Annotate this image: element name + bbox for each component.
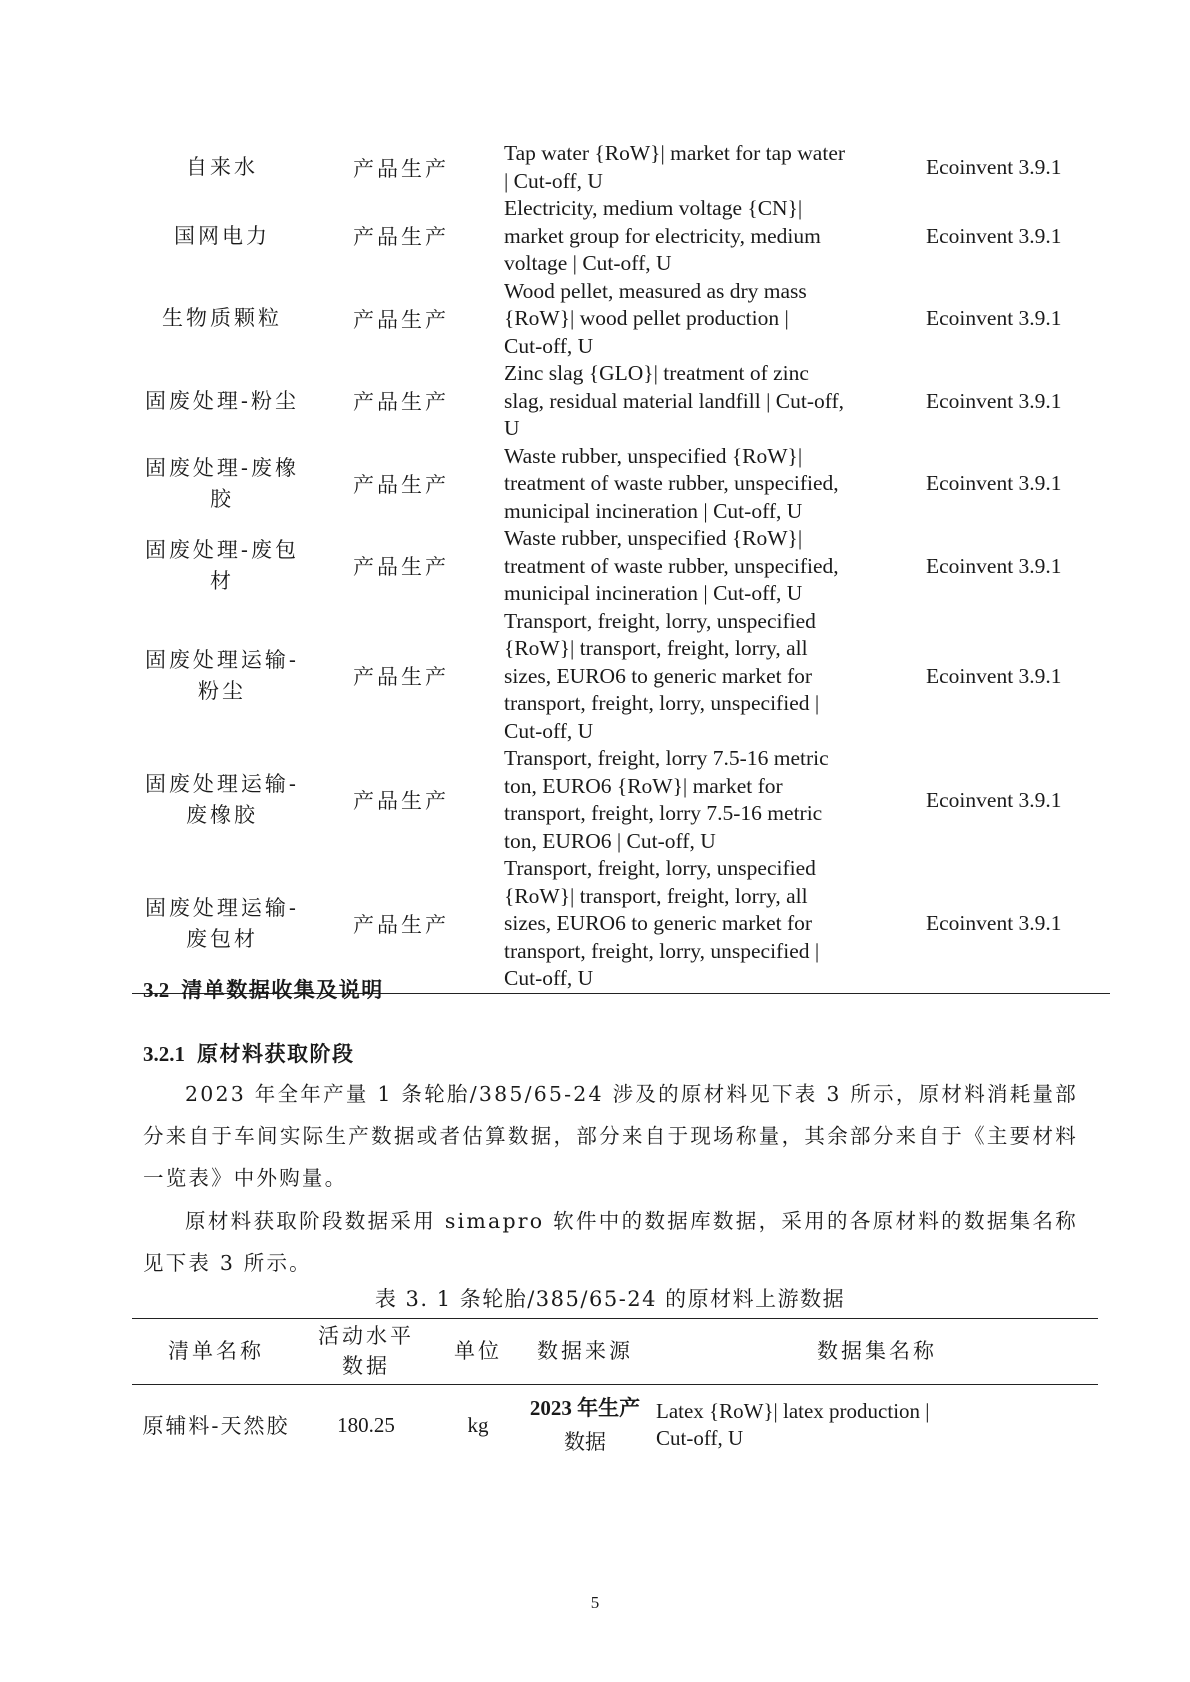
cell-inventory-name: 固废处理-粉尘 <box>144 388 300 413</box>
cell-stage: 产品生产 <box>353 156 449 181</box>
cell-dataset-name <box>490 278 918 361</box>
table-row <box>132 278 1110 361</box>
cell-dataset-name <box>490 195 918 278</box>
source-line2: 数据 <box>564 1430 606 1454</box>
dataset-line: Cut-off, U <box>504 966 594 990</box>
header-data-source: 数据来源 <box>537 1339 633 1363</box>
inventory-name-line: 材 <box>210 569 234 594</box>
cell-stage: 产品生产 <box>353 665 449 690</box>
cell-stage: 产品生产 <box>312 855 490 993</box>
inventory-name-line: 固废处理-废橡 <box>144 455 300 480</box>
cell-dataset <box>646 1385 1098 1466</box>
header-list-name: 清单名称 <box>168 1339 264 1363</box>
cell-data-source: Ecoinvent 3.9.1 <box>918 855 1110 993</box>
cell-inventory-name: 自来水 <box>186 155 258 179</box>
cell-stage: 产品生产 <box>353 307 449 332</box>
inventory-name-line: 固废处理-废包 <box>144 538 300 563</box>
dataset-line: municipal incineration | Cut-off, U <box>504 581 803 605</box>
dataset-line: Transport, freight, lorry, unspecified <box>504 608 816 633</box>
dataset-line: slag, residual material landfill | Cut-off, <box>504 388 845 413</box>
cell-data-source: Ecoinvent 3.9.1 <box>926 663 1062 688</box>
dataset-line: {RoW}| wood pellet production | <box>504 306 789 330</box>
cell-dataset-name <box>490 745 918 855</box>
table-row <box>132 855 1110 993</box>
table-row <box>132 360 1110 443</box>
cell-data-source: Ecoinvent 3.9.1 <box>926 553 1062 578</box>
dataset-line: Transport, freight, lorry, unspecified <box>504 856 816 880</box>
table-caption: 表 3. 1 条轮胎/385/65-24 的原材料上游数据 <box>374 1287 846 1311</box>
dataset-table-continued <box>132 140 1110 994</box>
dataset-line: sizes, EURO6 to generic market for <box>504 911 813 935</box>
header-activity-line2: 数据 <box>342 1354 390 1378</box>
cell-inventory-name <box>132 608 312 746</box>
dataset-line: sizes, EURO6 to generic market for <box>504 663 813 688</box>
dataset-line: {RoW}| transport, freight, lorry, all <box>504 883 808 908</box>
cell-inventory-name <box>132 525 312 608</box>
section-number: 3.2 <box>143 978 170 1002</box>
header-activity-line1: 活动水平 <box>318 1324 414 1348</box>
cell-dataset-name <box>490 608 918 746</box>
cell-unit: kg <box>467 1412 489 1437</box>
cell-inventory-name: 国网电力 <box>174 223 270 248</box>
section-heading-3-2 <box>143 974 384 1004</box>
cell-inventory-name <box>132 443 312 526</box>
page-number: 5 <box>590 1593 600 1612</box>
dataset-line: U <box>504 416 520 440</box>
dataset-line: Wood pellet, measured as dry mass <box>504 278 807 303</box>
dataset-line: Electricity, medium voltage {CN}| <box>504 196 803 220</box>
cell-inventory-name: 生物质颗粒 <box>162 306 282 331</box>
table-row <box>132 608 1110 746</box>
cell-data-source: Ecoinvent 3.9.1 <box>926 471 1062 496</box>
dataset-line: ton, EURO6 {RoW}| market for <box>504 773 783 798</box>
cell-data-source: Ecoinvent 3.9.1 <box>926 306 1062 331</box>
inventory-name-line: 固废处理运输- <box>144 772 300 796</box>
section-title: 原材料获取阶段 <box>197 1041 355 1066</box>
inventory-name-line: 废橡胶 <box>186 803 258 827</box>
dataset-line2: Cut-off, U <box>656 1426 744 1450</box>
dataset-line: treatment of waste rubber, unspecified, <box>504 471 839 495</box>
table-row <box>132 443 1110 526</box>
paragraph-simapro-datasets: 原材料获取阶段数据采用 simapro 软件中的数据库数据，采用的各原材料的数据集名称见下表 3 所示。 <box>143 1209 1078 1275</box>
cell-stage: 产品生产 <box>353 472 449 497</box>
raw-material-upstream-table <box>132 1318 1098 1465</box>
dataset-line: ton, EURO6 | Cut-off, U <box>504 828 716 853</box>
section-title: 清单数据收集及说明 <box>181 977 384 1002</box>
dataset-line: treatment of waste rubber, unspecified, <box>504 553 839 578</box>
cell-stage: 产品生产 <box>353 789 449 813</box>
table-row <box>132 525 1110 608</box>
dataset-line: voltage | Cut-off, U <box>504 251 672 275</box>
cell-inventory-name <box>132 855 312 993</box>
dataset-line: transport, freight, lorry, unspecified | <box>504 938 820 963</box>
inventory-name-line: 固废处理运输- <box>144 648 300 673</box>
dataset-line: | Cut-off, U <box>504 168 603 193</box>
cell-data-source: Ecoinvent 3.9.1 <box>926 388 1062 413</box>
table-row <box>132 745 1110 855</box>
cell-data-source: Ecoinvent 3.9.1 <box>926 787 1062 812</box>
inventory-name-line: 废包材 <box>186 926 258 951</box>
dataset-line: Zinc slag {GLO}| treatment of zinc <box>504 361 809 385</box>
cell-data-source: Ecoinvent 3.9.1 <box>926 155 1062 179</box>
dataset-line: Tap water {RoW}| market for tap water <box>504 141 846 165</box>
cell-stage: 产品生产 <box>353 555 449 580</box>
dataset-line1: Latex {RoW}| latex production | <box>656 1399 930 1423</box>
header-activity-data <box>300 1319 432 1385</box>
table-row <box>132 1385 1098 1466</box>
dataset-line: municipal incineration | Cut-off, U <box>504 498 803 523</box>
dataset-line: Waste rubber, unspecified {RoW}| <box>504 526 803 550</box>
cell-dataset-name <box>490 443 918 526</box>
header-unit: 单位 <box>454 1339 502 1363</box>
table-row <box>132 140 1110 195</box>
cell-dataset-name <box>490 525 918 608</box>
table-row <box>132 195 1110 278</box>
dataset-line: transport, freight, lorry 7.5-16 metric <box>504 801 823 825</box>
cell-activity: 180.25 <box>337 1412 395 1437</box>
table-header-row <box>132 1319 1098 1385</box>
header-dataset-name: 数据集名称 <box>817 1339 937 1363</box>
dataset-line: market group for electricity, medium <box>504 223 821 248</box>
inventory-name-line: 固废处理运输- <box>144 895 300 920</box>
dataset-line: Transport, freight, lorry 7.5-16 metric <box>504 746 829 770</box>
inventory-name-line: 胶 <box>210 486 234 511</box>
cell-dataset-name <box>490 855 918 993</box>
cell-dataset-name <box>490 140 918 195</box>
inventory-name-line: 粉尘 <box>198 679 246 704</box>
dataset-line: Cut-off, U <box>504 333 594 358</box>
dataset-line: Cut-off, U <box>504 718 594 743</box>
cell-stage: 产品生产 <box>353 225 449 250</box>
dataset-line: {RoW}| transport, freight, lorry, all <box>504 636 808 660</box>
cell-source <box>524 1385 646 1466</box>
section-heading-3-2-1 <box>143 1038 355 1068</box>
cell-stage: 产品生产 <box>353 390 449 415</box>
cell-inventory-name <box>132 745 312 855</box>
cell-name: 原辅料-天然胶 <box>142 1414 290 1438</box>
dataset-line: transport, freight, lorry, unspecified | <box>504 691 820 715</box>
dataset-line: Waste rubber, unspecified {RoW}| <box>504 443 803 468</box>
section-number: 3.2.1 <box>143 1042 185 1066</box>
cell-dataset-name <box>490 360 918 443</box>
cell-data-source: Ecoinvent 3.9.1 <box>926 223 1062 248</box>
source-line1: 2023 年生产 <box>529 1396 641 1420</box>
paragraph-raw-materials-intro: 2023 年全年产量 1 条轮胎/385/65-24 涉及的原材料见下表 3 所示，原材料消耗量部分来自于车间实际生产数据或者估算数据，部分来自于现场称量，其余部分来自于《主要材料一览表》中外购量。 <box>143 1082 1078 1190</box>
